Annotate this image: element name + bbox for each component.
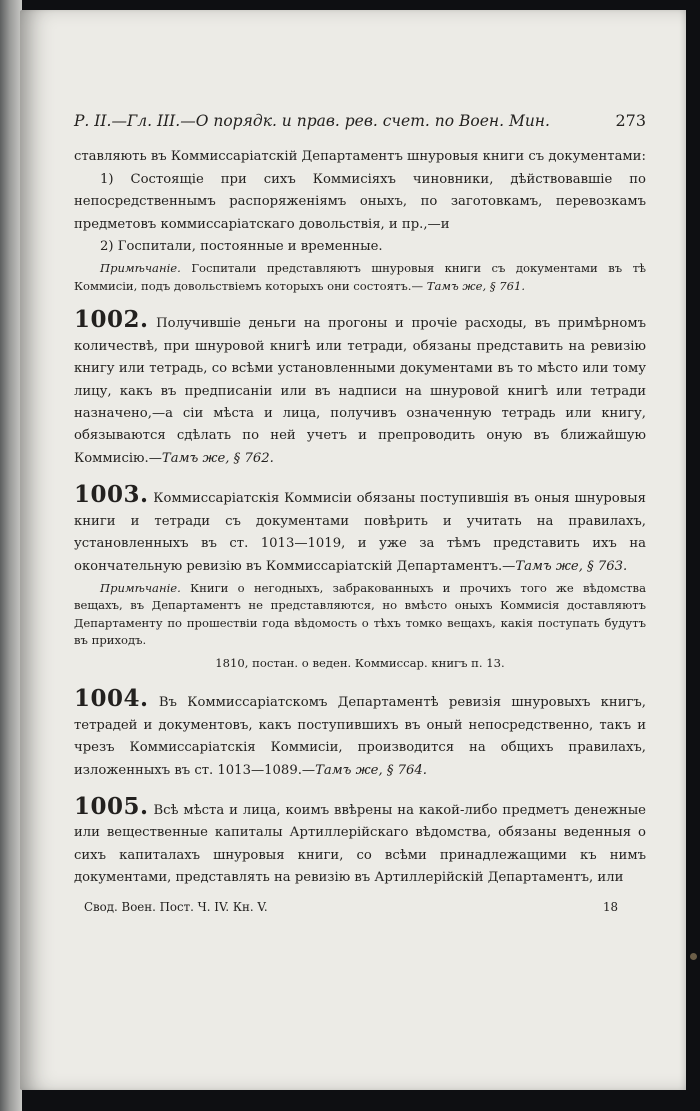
note-label: Примѣчаніе. — [100, 580, 181, 595]
article-reference: Тамъ же, § 762. — [161, 450, 274, 466]
footer-sheet-number: 18 — [602, 899, 618, 914]
article-1005 — [74, 792, 646, 890]
page-mark — [690, 953, 697, 960]
article-reference: Тамъ же, § 763. — [515, 558, 628, 574]
article-number: 1005. — [74, 792, 149, 820]
running-head-title: Р. II.—Гл. III.—О порядк. и прав. рев. счет. по Воен. Мин. — [74, 112, 550, 130]
list-item-1: 1) Состоящіе при сихъ Коммисіяхъ чиновники, дѣйствовавшіе по непосредственнымъ распоряженіямъ оныхъ, по заготовкамъ, перевозкамъ предметовъ коммиссаріатскаго довольствія, и пр.,—и — [74, 171, 646, 232]
footer-signature: Свод. Воен. Пост. Ч. IV. Кн. V. — [84, 899, 268, 914]
book-page — [20, 10, 686, 1090]
article-number: 1004. — [74, 685, 149, 713]
article-1002 — [74, 306, 646, 470]
article-text: Коммиссаріатскія Коммисіи обязаны поступившія въ оныя шнуровыя книги и тетради съ документами повѣрить и учитать на правилахъ, установленныхъ въ ст. 1013—1019, и уже за тѣмъ представить ихъ на окончательную ревизію въ Коммиссаріатскій Департаментъ.— — [74, 491, 646, 574]
continuation-text: ставляють въ Коммиссаріатскій Департаментъ шнуровыя книги съ документами: — [74, 149, 646, 165]
page-content — [74, 110, 646, 918]
page-number: 273 — [615, 111, 646, 130]
article-text: Въ Коммиссаріатскомъ Департаментѣ ревизія шнуровыхъ книгъ, тетрадей и документовъ, какъ поступившихъ въ оный непосредственно, такъ и чрезъ Коммиссаріатскія Коммисіи, производится на общихъ правилахъ, изложенныхъ въ ст. 1013—1089.— — [74, 695, 646, 778]
article-number: 1003. — [74, 481, 149, 509]
article-text: Всѣ мѣста и лица, коимъ ввѣрены на какой-либо предметъ денежные или вещественные капиталы Артиллерійскаго вѣдомства, обязаны веденныя о сихъ капиталахъ шнуровыя книги, со всѣми принадлежащими къ нимъ документами, представлять на ревизію въ Артиллерійскій Департаментъ, или — [74, 802, 646, 886]
note-text: Госпитали представляютъ шнуровыя книги съ документами въ тѣ Коммисіи, подъ довольствіемъ которыхъ они состоятъ.— — [74, 261, 646, 293]
article-1004 — [74, 685, 646, 782]
page-footer — [74, 896, 646, 918]
article-number: 1002. — [74, 306, 149, 334]
article-reference: Тамъ же, § 764. — [315, 762, 427, 778]
note-reference: Тамъ же, § 761. — [426, 278, 526, 293]
article-note — [74, 580, 646, 650]
note-label: Примѣчаніе. — [100, 261, 181, 276]
note-text: Книги о негодныхъ, забракованныхъ и прочихъ того же вѣдомства вещахъ, въ Департаментъ не представляются, но вмѣсто оныхъ Коммисія доставляютъ Департаменту по прошествіи года вѣдомость о тѣхъ томко вещахъ, какія поступать будутъ въ приходъ. — [74, 580, 646, 648]
source-citation: 1810, постан. о веден. Коммиссар. книгъ п. 13. — [215, 655, 505, 670]
article-text: Получившіе деньги на прогоны и прочіе расходы, въ примѣрномъ количествѣ, при шнуровой книгѣ или тетради, обязаны представить на ревизію книгу или тетрадь, со всѣми установленными документами въ то мѣсто или тому лицу, какъ въ предписаніи или въ надписи на шнуровой книгѣ или тетради назначено,—а сіи мѣста и лица, получивъ означенную тетрадь или книгу, обязываются сдѣлать по ней учетъ и препроводить оную въ ближайшую Коммисію.— — [74, 316, 646, 466]
note-hospitals — [74, 260, 646, 295]
article-1003 — [74, 481, 646, 674]
list-item-2: 2) Госпитали, постоянные и временные. — [100, 239, 383, 255]
running-head — [74, 110, 646, 132]
previous-page-edge — [0, 0, 22, 1111]
